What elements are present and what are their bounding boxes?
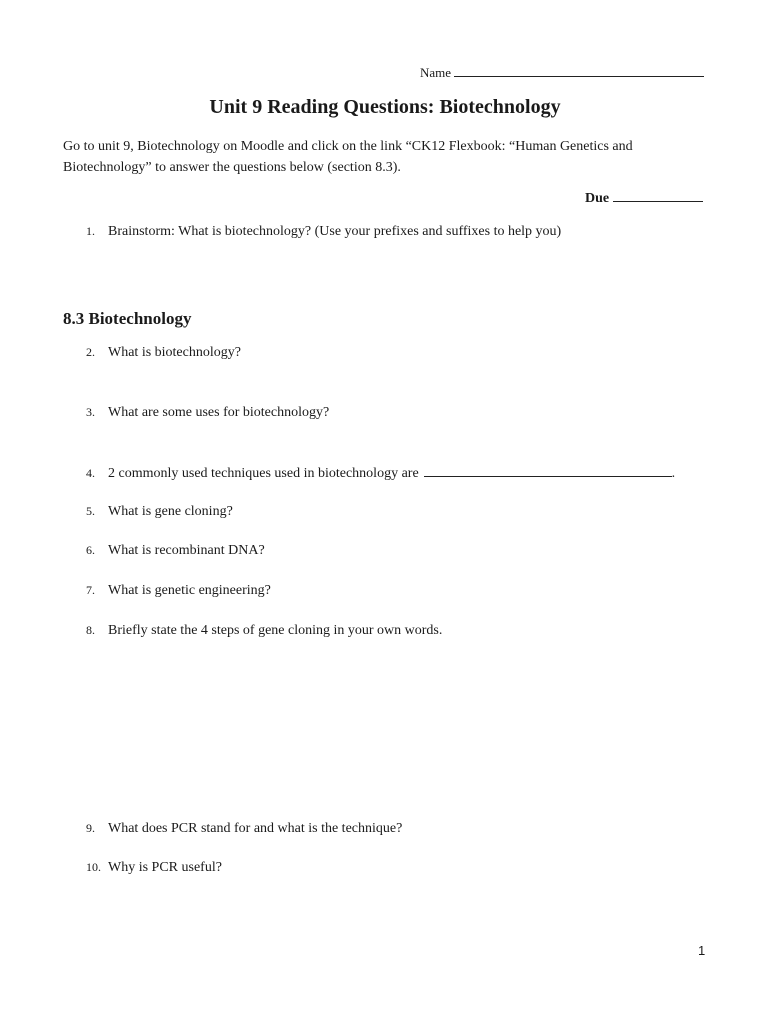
name-label: Name xyxy=(420,65,452,80)
question-4 xyxy=(86,464,675,482)
question-7 xyxy=(86,583,271,599)
instructions-paragraph: Go to unit 9, Biotechnology on Moodle and click on the link “CK12 Flexbook: “Human Genetics and Biotechnology” to answer the questions below (section 8.3). xyxy=(63,139,633,175)
answer-blank[interactable] xyxy=(424,464,672,477)
question-text: What is biotechnology? xyxy=(108,345,241,360)
question-8 xyxy=(86,623,442,639)
question-text: What is genetic engineering? xyxy=(108,583,271,598)
question-text: Briefly state the 4 steps of gene cloning in your own words. xyxy=(108,623,443,638)
question-5 xyxy=(86,504,233,520)
question-number: 8. xyxy=(86,623,95,637)
question-number: 3. xyxy=(86,405,95,419)
question-text: What are some uses for biotechnology? xyxy=(108,405,330,420)
question-9 xyxy=(86,821,402,837)
question-2 xyxy=(86,345,241,361)
question-suffix: . xyxy=(671,466,676,481)
due-field xyxy=(585,189,703,207)
due-blank[interactable] xyxy=(613,189,703,202)
question-number: 2. xyxy=(86,345,95,359)
question-1 xyxy=(86,224,561,240)
question-number: 4. xyxy=(86,466,95,480)
section-heading: 8.3 Biotechnology xyxy=(63,309,192,328)
question-number: 1. xyxy=(86,224,95,238)
due-label: Due xyxy=(585,191,610,206)
page-title: Unit 9 Reading Questions: Biotechnology xyxy=(209,96,561,118)
name-blank[interactable] xyxy=(454,64,704,77)
question-number: 10. xyxy=(86,860,101,874)
question-text: What is gene cloning? xyxy=(108,504,233,519)
question-number: 9. xyxy=(86,821,95,835)
page-number: 1 xyxy=(698,943,706,958)
question-number: 7. xyxy=(86,583,95,597)
question-6 xyxy=(86,543,265,559)
name-field xyxy=(420,64,704,81)
question-text: What is recombinant DNA? xyxy=(108,543,265,558)
question-3 xyxy=(86,405,329,421)
question-text: Brainstorm: What is biotechnology? (Use your prefixes and suffixes to help you) xyxy=(108,224,562,239)
question-number: 5. xyxy=(86,504,95,518)
question-text: Why is PCR useful? xyxy=(108,860,222,875)
question-text: What does PCR stand for and what is the technique? xyxy=(108,821,403,836)
question-number: 6. xyxy=(86,543,95,557)
question-text: 2 commonly used techniques used in biotechnology are xyxy=(108,466,419,481)
question-10 xyxy=(86,860,222,876)
